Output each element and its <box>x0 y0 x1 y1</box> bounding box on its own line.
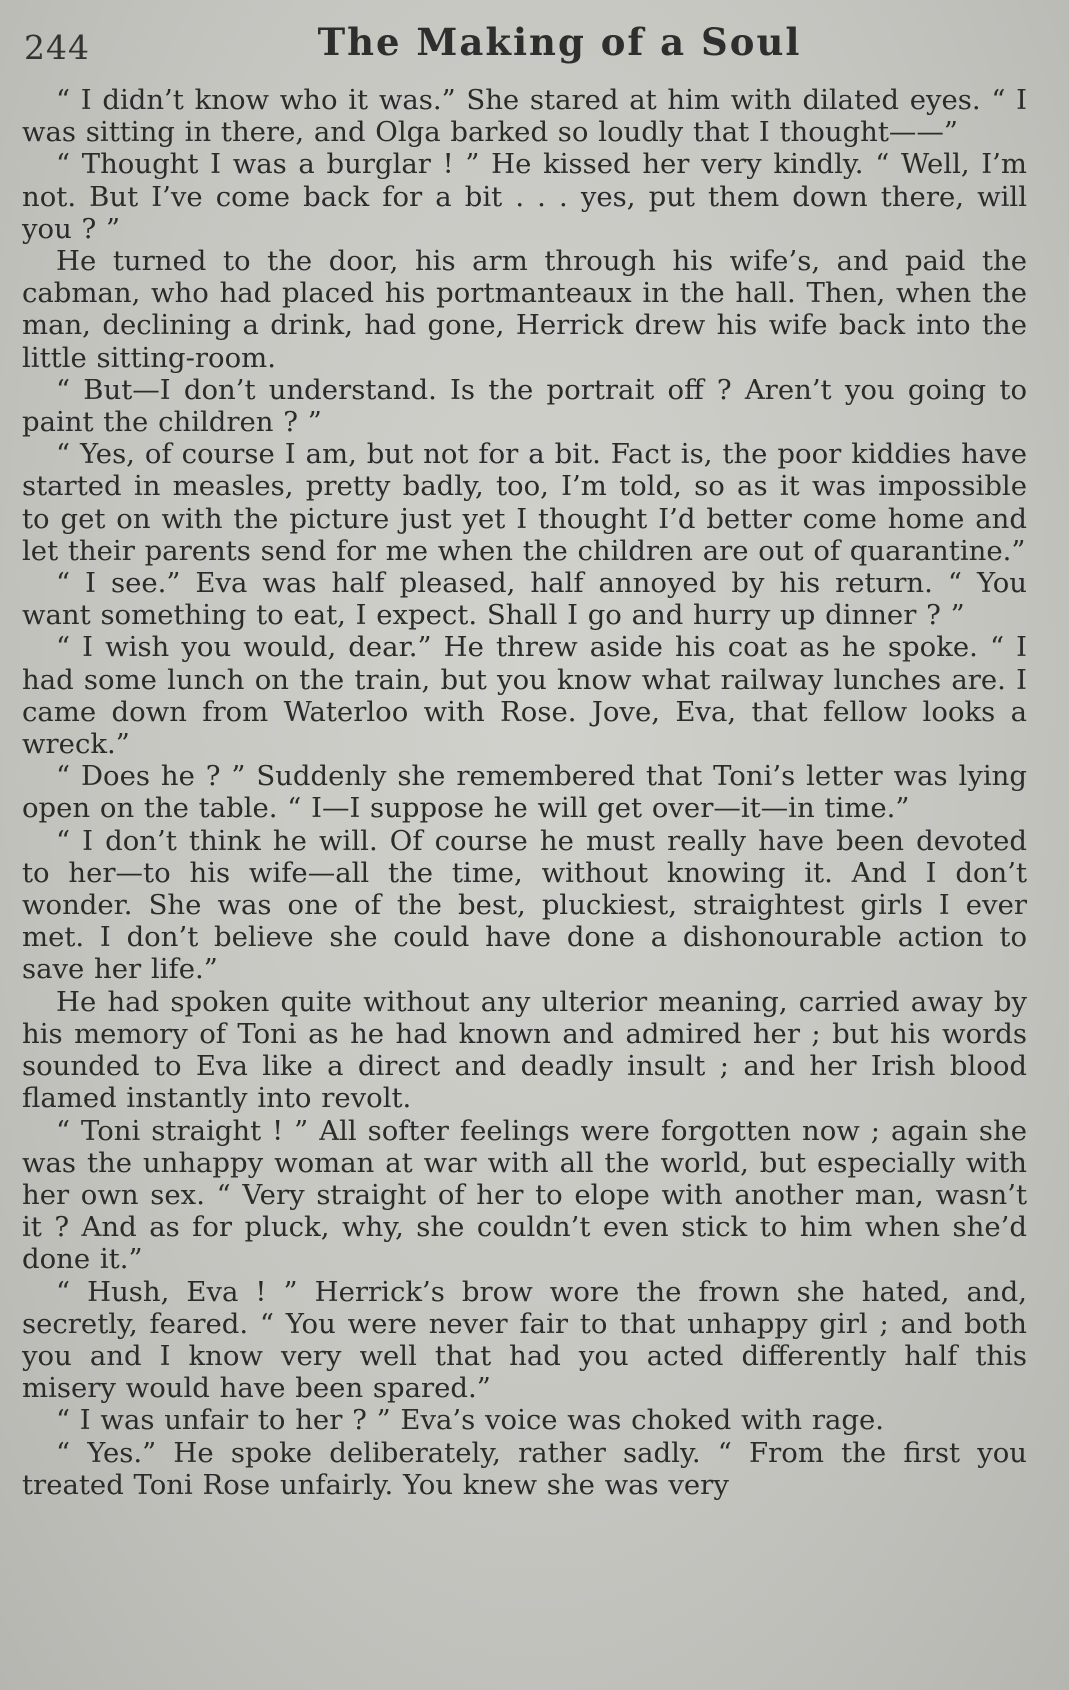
paragraph: “ But—I don’t understand. Is the portrait off ? Aren’t you going to paint the children ? ” <box>22 373 1027 439</box>
paragraph: “ I didn’t know who it was.” She stared at him with dilated eyes. “ I was sitting in there, and Olga barked so loudly that I thought——” <box>22 84 1027 149</box>
body-text <box>22 84 1027 1501</box>
paragraph: “ Toni straight ! ” All softer feelings were forgotten now ; again she was the unhappy woman at war with all the world, but especially with her own sex. “ Very straight of her to elope with another man, wasn’t it ? And as for pluck, why, she couldn’t even stick to him when she’d done it.” <box>22 1114 1027 1276</box>
paragraph: “ Does he ? ” Suddenly she remembered that Toni’s letter was lying open on the table. “ I—I suppose he will get over—it—in time.” <box>22 760 1027 825</box>
paragraph: “ Yes, of course I am, but not for a bit. Fact is, the poor kiddies have started in measles, pretty badly, too, I’m told, so as it was impossible to get on with the picture just yet I thought I’d better come home and let their parents send for me when the children are out of quarantine.” <box>22 438 1027 567</box>
paragraph: He turned to the door, his arm through his wife’s, and paid the cabman, who had placed his portmanteaux in the hall. Then, when the man, declining a drink, had gone, Herrick drew his wife back into the little sitting-room. <box>22 245 1027 374</box>
running-head <box>22 14 1027 76</box>
paragraph: “ Hush, Eva ! ” Herrick’s brow wore the frown she hated, and, secretly, feared. “ You were never fair to that unhappy girl ; and both you and I know very well that had you acted differently half this misery would have been spared.” <box>22 1275 1027 1405</box>
paragraph: “ I wish you would, dear.” He threw aside his coat as he spoke. “ I had some lunch on the train, but you know what railway lunches are. I came down from Waterloo with Rose. Jove, Eva, that fellow looks a wreck.” <box>22 631 1027 761</box>
paragraph: “ Yes.” He spoke deliberately, rather sadly. “ From the first you treated Toni Rose unfairly. You knew she was very <box>22 1436 1027 1501</box>
paragraph: “ I was unfair to her ? ” Eva’s voice was choked with rage. <box>56 1404 885 1437</box>
paragraph: “ I see.” Eva was half pleased, half annoyed by his return. “ You want something to eat, I expect. Shall I go and hurry up dinner ? ” <box>22 567 1027 632</box>
running-title: The Making of a Soul <box>317 20 802 64</box>
page-number: 244 <box>24 28 90 67</box>
paragraph: “ Thought I was a burglar ! ” He kissed her very kindly. “ Well, I’m not. But I’ve come back for a bit . . . yes, put them down there, will you ? ” <box>22 148 1027 245</box>
paragraph: He had spoken quite without any ulterior meaning, carried away by his memory of Toni as he had known and admired her ; but his words sounded to Eva like a direct and deadly insult ; and her Irish blood flamed instantly into revolt. <box>22 985 1027 1115</box>
paragraph: “ I don’t think he will. Of course he must really have been devoted to her—to his wife—all the time, without knowing it. And I don’t wonder. She was one of the best, pluckiest, straightest girls I ever met. I don’t believe she could have done a dishonourable action to save her life.” <box>22 824 1027 986</box>
